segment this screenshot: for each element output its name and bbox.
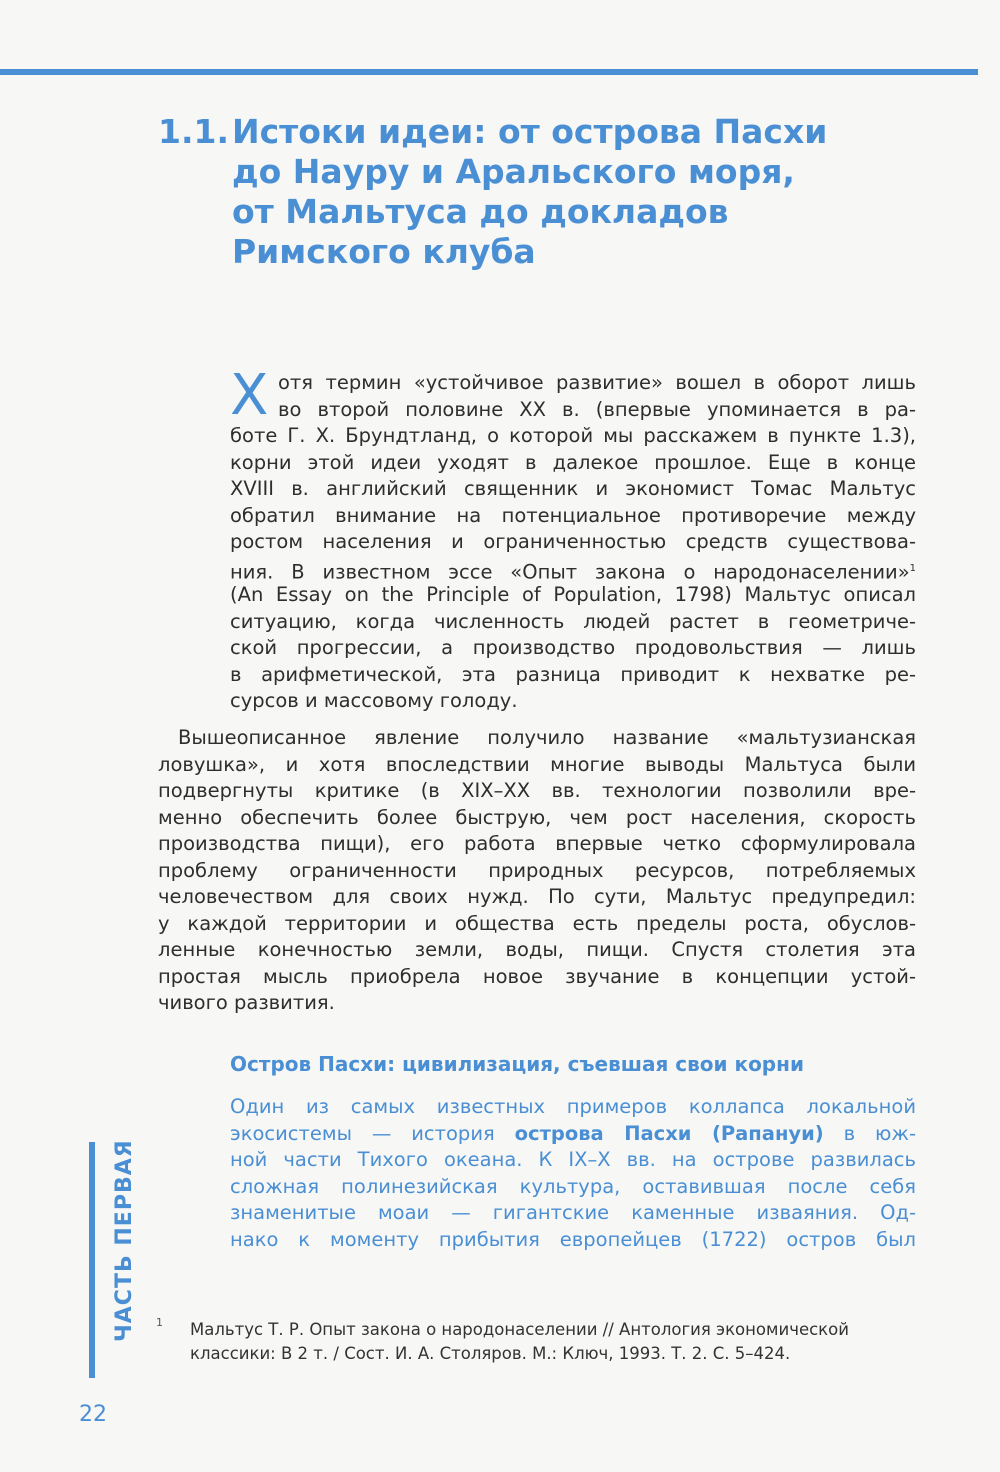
text-line (230, 1121, 916, 1148)
text-fragment: ния. В известном эссе «Опыт закона о народонаселении» (230, 560, 910, 583)
text-line: нако к моменту прибытия европейцев (1722) остров был (230, 1227, 916, 1251)
text-line: отя термин «устойчивое развитие» вошел в оборот лишь (278, 371, 916, 394)
text-line: в арифметической, эта разница приводит к нехватке ре- (230, 662, 916, 686)
text-line: ситуацию, когда численность людей растет в геометриче- (230, 609, 916, 633)
text-line: сурсов и массовому голоду. (230, 689, 518, 712)
text-line: Один из самых известных примеров коллапса локальной (230, 1095, 916, 1118)
text-line: ной части Тихого океана. К IX–X вв. на острове развилась (230, 1148, 916, 1171)
text-line: человечеством для своих нужд. По сути, Мальтус предупредил: (158, 885, 916, 908)
heading-line: Римского клуба (232, 232, 536, 271)
text-line: производства пищи), его работа впервые четко сформулировала (158, 832, 916, 855)
text-line: (An Essay on the Principle of Population, 1798) Мальтус описал (230, 583, 916, 606)
text-line: XVIII в. английский священник и экономист Томас Мальтус (230, 477, 916, 500)
footnote-ref[interactable]: 1 (909, 562, 916, 574)
paragraph-1 (158, 363, 916, 715)
text-line: ростом населения и ограниченностью средств существова- (230, 530, 916, 553)
text-line: ленные конечностью земли, воды, пищи. Спустя столетия эта (158, 938, 916, 961)
footnote-mark: 1 (156, 1316, 163, 1329)
bold-term: острова Пасхи (Рапануи) (514, 1121, 824, 1145)
footnote-line: Мальтус Т. Р. Опыт закона о народонаселении // Антология экономической (190, 1320, 849, 1339)
text-line: проблему ограниченности природных ресурсов, потребляемых (158, 858, 916, 882)
text-line: боте Г. Х. Брундтланд, о которой мы расскажем в пункте 1.3), (230, 424, 916, 447)
text-line: обратил внимание на потенциальное противоречие между (230, 503, 916, 527)
text-line: Вышеописанное явление получило название «мальтузианская (178, 726, 916, 749)
part-label: ЧАСТЬ ПЕРВАЯ (112, 1139, 137, 1342)
top-rule (0, 69, 978, 75)
paragraph-3 (230, 1094, 916, 1253)
section-number: 1.1. (158, 112, 229, 151)
page-number: 22 (79, 1402, 107, 1427)
paragraph-2 (158, 725, 916, 1017)
text-line: корни этой идеи уходят в далекое прошлое. Еще в конце (230, 450, 916, 474)
text-line: ской прогрессии, а производство продовольствия — лишь (230, 636, 916, 659)
text-line-with-footnote (158, 556, 916, 583)
text-line: чивого развития. (158, 991, 335, 1014)
text-line: менно обеспечить более быструю, чем рост населения, скорость (158, 805, 916, 829)
text-line: во второй половине XX в. (впервые упоминается в ра- (278, 397, 916, 421)
heading-line: Истоки идеи: от острова Пасхи (232, 112, 828, 151)
side-bar (89, 1142, 95, 1378)
heading-line: до Науру и Аральского моря, (232, 152, 795, 191)
text-line: подвергнуты критике (в XIX–XX вв. технологии позволили вре- (158, 779, 916, 802)
footnote (190, 1318, 910, 1366)
text-line: ловушка», и хотя впоследствии многие выводы Мальтуса были (158, 752, 916, 776)
subsection-heading: Остров Пасхи: цивилизация, съевшая свои корни (230, 1052, 804, 1076)
text-fragment: экосистемы — история (230, 1121, 515, 1145)
heading-line: от Мальтуса до докладов (232, 192, 729, 231)
text-line: знаменитые моаи — гигантские каменные изваяния. Од- (230, 1201, 916, 1224)
text-line: сложная полинезийская культура, оставившая после себя (230, 1174, 916, 1198)
text-line: у каждой территории и общества есть пределы роста, обуслов- (158, 911, 916, 935)
footnote-line: классики: В 2 т. / Сост. И. А. Столяров. М.: Ключ, 1993. Т. 2. С. 5–424. (190, 1344, 791, 1363)
text-line: простая мысль приобрела новое звучание в концепции устой- (158, 964, 916, 988)
drop-cap: Х (230, 363, 269, 428)
text-fragment: в юж- (823, 1121, 916, 1145)
